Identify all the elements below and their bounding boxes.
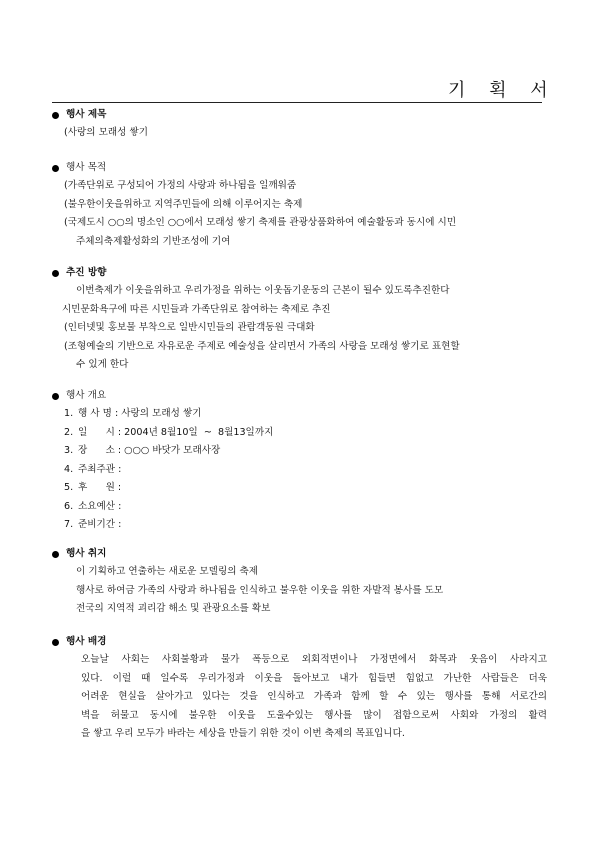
section-heading: 추진 방향 — [66, 267, 107, 278]
section-line: 벽을 허물고 동시에 불우한 이웃을 도울수있는 행사를 많이 접함으로써 사회와 가정의 활력 — [81, 709, 547, 721]
section-overview — [52, 387, 552, 535]
section-line: 오늘날 사회는 사회불황과 물가 폭등으로 외회적면이나 가정면에서 화목과 웃음이 사라지고 — [81, 654, 547, 665]
bullet-icon — [52, 551, 59, 558]
list-item: 2. 일 시 : 2004년 8월10일 ~ 8월13일까지 — [64, 426, 274, 438]
section-line: (사랑의 모래성 쌓기 — [64, 127, 148, 138]
section-line: 주체의축제활성화의 기반조성에 기여 — [76, 235, 231, 247]
section-line: 전국의 지역적 괴리감 해소 및 관광요소를 확보 — [76, 603, 271, 614]
section-line: (인터넷및 홍보물 부착으로 일반시민들의 관람객동원 극대화 — [64, 322, 315, 333]
section-line: 시민문화욕구에 따른 시민들과 가족단위로 참여하는 축제로 추진 — [62, 303, 331, 315]
section-heading: 행사 목적 — [66, 162, 107, 173]
document-title: 기 획 서 — [448, 80, 557, 101]
section-line: 행사로 하여금 가족의 사랑과 하나됨을 인식하고 불우한 이웃을 위한 자발적 봉사를 도모 — [76, 584, 444, 596]
section-event-title — [52, 106, 552, 143]
bullet-icon — [52, 393, 59, 400]
list-item: 7. 준비기간 : — [64, 519, 122, 530]
list-item: 1. 행 사 명 : 사랑의 모래성 쌓기 — [64, 408, 202, 419]
section-line: 어려운 현실을 살아가고 있다는 것을 인식하고 가족과 함께 할 수 있는 행사를 통해 서로간의 — [81, 691, 547, 702]
section-heading: 행사 배경 — [66, 636, 107, 647]
section-heading: 행사 제목 — [66, 109, 107, 120]
bullet-icon — [52, 165, 59, 172]
section-background — [52, 633, 552, 744]
section-line: 이 기획하고 연출하는 새로운 모델링의 축제 — [76, 566, 259, 577]
bullet-icon — [52, 270, 59, 277]
title-divider — [52, 102, 542, 103]
section-line: (조형예술의 기반으로 자유로운 주제로 예술성을 살리면서 가족의 사랑을 모래성 쌓기로 표현할 — [64, 340, 460, 352]
section-line: (불우한이웃을위하고 지역주민들에 의해 이루어지는 축제 — [64, 198, 303, 210]
section-line: (국제도시 ○○의 명소인 ○○에서 모래성 쌓기 축제를 관광상품화하여 예술활동과 동시에 시민 — [64, 217, 457, 228]
section-line: 이번축제가 이웃을위하고 우리가정을 위하는 이웃돕기운동의 근본이 될수 있도록추진한다 — [76, 285, 450, 296]
section-line: 있다. 이럴 때 일수록 우리가정과 이웃을 돌아보고 내가 힘들면 힘없고 가난한 사람들은 더욱 — [81, 672, 547, 684]
section-heading: 행사 개요 — [66, 390, 107, 401]
section-heading: 행사 취지 — [66, 548, 107, 559]
section-direction — [52, 264, 552, 375]
list-item: 3. 장 소 : ○○○ 바닷가 모래사장 — [64, 445, 221, 456]
list-item: 6. 소요예산 : — [64, 500, 122, 512]
section-line: (가족단위로 구성되어 가정의 사랑과 하나됨을 일깨워줌 — [64, 180, 297, 191]
list-item: 4. 주최주관 : — [64, 463, 122, 475]
section-purpose — [52, 159, 552, 251]
bullet-icon — [52, 112, 59, 119]
section-line: 을 쌓고 우리 모두가 바라는 세상을 만들기 위한 것이 이번 축제의 목표입니다. — [81, 728, 405, 739]
section-line: 수 있게 한다 — [76, 359, 129, 370]
bullet-icon — [52, 639, 59, 646]
list-item: 5. 후 원 : — [64, 482, 122, 493]
section-intent — [52, 545, 552, 619]
